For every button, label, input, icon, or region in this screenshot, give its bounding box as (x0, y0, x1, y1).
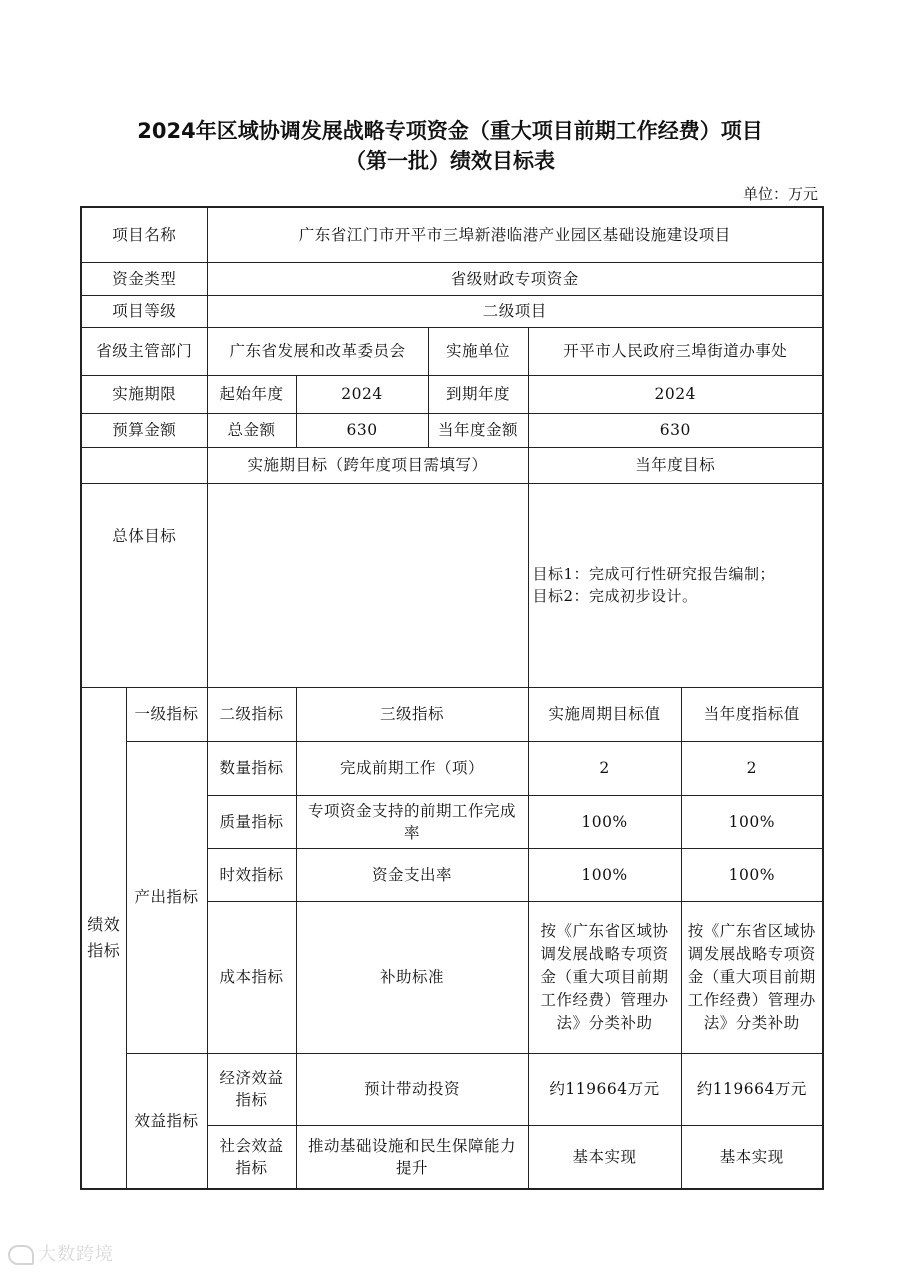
header-year-value: 当年度指标值 (681, 687, 823, 741)
year-goal-text: 目标1：完成可行性研究报告编制； 目标2：完成初步设计。 (528, 483, 823, 687)
year-value-cell: 2 (681, 741, 823, 795)
project-level-value: 二级项目 (207, 295, 823, 327)
header-level1: 一级指标 (126, 687, 207, 741)
period-value-cell: 100% (528, 795, 681, 848)
current-year-amount-label: 当年度金额 (428, 413, 528, 447)
start-year-label: 起始年度 (207, 375, 296, 413)
row-period (81, 375, 823, 413)
watermark-text: 大数跨境 (38, 1244, 114, 1265)
year-value-cell: 按《广东省区域协调发展战略专项资金（重大项目前期工作经费）管理办法》分类补助 (681, 901, 823, 1053)
impl-unit-value: 开平市人民政府三埠街道办事处 (528, 327, 823, 375)
row-project-name (81, 207, 823, 262)
project-level-label: 项目等级 (81, 295, 207, 327)
row-department (81, 327, 823, 375)
year-value-cell: 100% (681, 848, 823, 901)
l3-cell: 专项资金支持的前期工作完成率 (296, 795, 528, 848)
header-level3: 三级指标 (296, 687, 528, 741)
year-value-cell: 100% (681, 795, 823, 848)
watermark-logo-icon (8, 1245, 34, 1265)
fund-type-label: 资金类型 (81, 262, 207, 295)
project-name-label: 项目名称 (81, 207, 207, 262)
benefit-label: 效益指标 (126, 1053, 207, 1189)
end-year-label: 到期年度 (428, 375, 528, 413)
page-title-line2: （第一批）绩效目标表 (345, 149, 555, 173)
start-year-value: 2024 (296, 375, 428, 413)
row-goal-headers (81, 447, 823, 483)
table-row (81, 1053, 823, 1125)
budget-label: 预算金额 (81, 413, 207, 447)
row-fund-type (81, 262, 823, 295)
unit-label: 单位：万元 (742, 185, 818, 203)
period-label: 实施期限 (81, 375, 207, 413)
total-label: 总金额 (207, 413, 296, 447)
l3-cell: 补助标准 (296, 901, 528, 1053)
performance-goal-table (80, 206, 824, 1190)
year-value-cell: 约119664万元 (681, 1053, 823, 1125)
period-value-cell: 2 (528, 741, 681, 795)
row-project-level (81, 295, 823, 327)
performance-label: 绩效指标 (87, 914, 121, 960)
row-indicator-headers (81, 687, 823, 741)
l2-cell: 成本指标 (207, 901, 296, 1053)
year-value-cell: 基本实现 (681, 1125, 823, 1189)
l2-cell: 质量指标 (207, 795, 296, 848)
year-goal-header: 当年度目标 (528, 447, 823, 483)
page-title-line1: 2024年区域协调发展战略专项资金（重大项目前期工作经费）项目 (137, 119, 763, 143)
overall-goal-label: 总体目标 (112, 527, 177, 545)
watermark (8, 1240, 114, 1266)
dept-label: 省级主管部门 (81, 327, 207, 375)
period-value-cell: 约119664万元 (528, 1053, 681, 1125)
l3-cell: 推动基础设施和民生保障能力提升 (296, 1125, 528, 1189)
header-level2: 二级指标 (207, 687, 296, 741)
l3-cell: 预计带动投资 (296, 1053, 528, 1125)
goal-header-blank (81, 447, 207, 483)
row-overall-goal (81, 483, 823, 687)
period-goal-header: 实施期目标（跨年度项目需填写） (207, 447, 528, 483)
row-budget (81, 413, 823, 447)
impl-unit-label: 实施单位 (428, 327, 528, 375)
period-value-cell: 100% (528, 848, 681, 901)
l3-cell: 资金支出率 (296, 848, 528, 901)
end-year-value: 2024 (528, 375, 823, 413)
fund-type-value: 省级财政专项资金 (207, 262, 823, 295)
table-row (81, 741, 823, 795)
l2-cell: 时效指标 (207, 848, 296, 901)
header-period-value: 实施周期目标值 (528, 687, 681, 741)
l2-cell: 经济效益指标 (207, 1053, 296, 1125)
period-value-cell: 按《广东省区域协调发展战略专项资金（重大项目前期工作经费）管理办法》分类补助 (528, 901, 681, 1053)
project-name-value: 广东省江门市开平市三埠新港临港产业园区基础设施建设项目 (207, 207, 823, 262)
l2-cell: 数量指标 (207, 741, 296, 795)
dept-value: 广东省发展和改革委员会 (207, 327, 428, 375)
output-label: 产出指标 (126, 741, 207, 1053)
total-value: 630 (296, 413, 428, 447)
period-goal-text (207, 483, 528, 687)
l2-cell: 社会效益指标 (207, 1125, 296, 1189)
l3-cell: 完成前期工作（项） (296, 741, 528, 795)
period-value-cell: 基本实现 (528, 1125, 681, 1189)
current-year-amount-value: 630 (528, 413, 823, 447)
